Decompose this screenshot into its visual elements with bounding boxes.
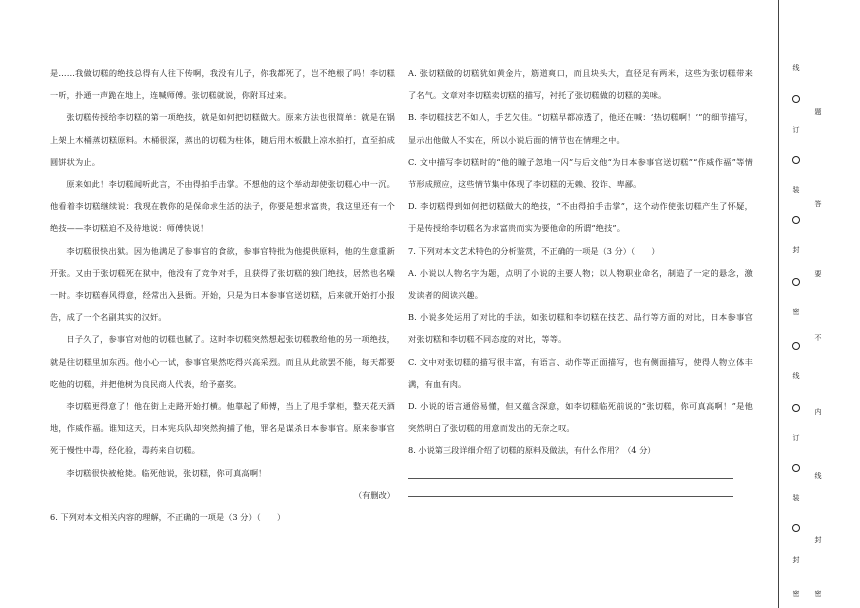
binding-label: 密 xyxy=(814,590,822,598)
binding-label: 内 xyxy=(814,408,822,416)
binding-label: 封 xyxy=(814,536,822,544)
passage-paragraph-2: 张切糕传授给李切糕的第一项绝技，就是如何把切糕做大。原来方法也很简单：就是在锅上架上木桶蒸切糕原料。木桶很深，蒸出的切糕为柱体，随后用木板戳上凉水拍打，直至拍成圆饼状为止。 xyxy=(50,112,395,167)
binding-label: 线 xyxy=(792,372,800,380)
binding-label: 线 xyxy=(792,64,800,72)
passage-paragraph-3: 原来如此！李切糕闻听此言，不由得拍手击掌。不想他的这个举动却使张切糕心中一沉。他看着李切糕继续说：我现在教你的是保命求生活的法子，你要是想求富贵，我这里还有一个绝技——李切糕迫不及待地说：师傅快说！ xyxy=(50,179,395,234)
passage-paragraph-5: 日子久了，参事官对他的切糕也腻了。这时李切糕突然想起张切糕教给他的另一项绝技，就是往切糕里加东西。他小心一试，参事官果然吃得兴高采烈。而且从此欲罢不能，每天都要吃他的切糕，并把他树为良民商人代表，给予嘉奖。 xyxy=(50,334,395,389)
q7-option-d: D. 小说的语言通俗易懂，但又蕴含深意，如李切糕临死前说的“张切糕，你可真高啊！”是他突然明白了张切糕的用意而发出的无奈之叹。 xyxy=(408,401,753,434)
question-8: 8. 小说第三段详细介绍了切糕的原料及做法，有什么作用？（4 分） xyxy=(408,445,656,456)
q6-option-c: C. 文中描写李切糕时的“他的瞳子忽地一闪”与后文他“为日本参事官送切糕”“作威作福”等情节形成照应，这些情节集中体现了李切糕的无赖、狡诈、卑鄙。 xyxy=(408,156,753,190)
passage-paragraph-6: 李切糕更得意了！他在街上走路开始打横。他靠起了师傅，当上了甩手掌柜，整天花天酒地，作威作福。谁知这天，日本宪兵队却突然拘捕了他，罪名是谋杀日本参事官。原来参事官死于慢性中毒，经化验，毒药来自切糕。 xyxy=(50,401,395,456)
binding-outer-column xyxy=(792,0,816,608)
passage-paragraph-7: 李切糕很快被枪毙。临死他说，张切糕，你可真高啊！ xyxy=(66,467,267,478)
binding-inner-column xyxy=(814,0,838,608)
binding-label: 装 xyxy=(792,186,800,194)
binding-label: 答 xyxy=(814,200,822,208)
q6-option-b: B. 李切糕技艺不如人，手艺欠佳。“切糕早都凉透了，他还在喊：‘热切糕啊！’”的细节描写，显示出他做人不实在，所以小说后面的情节也在情理之中。 xyxy=(408,112,753,145)
source-note: （有删改） xyxy=(354,489,395,500)
right-column xyxy=(408,62,753,497)
binding-circle xyxy=(792,464,800,472)
binding-label: 要 xyxy=(814,270,822,278)
binding-label: 线 xyxy=(814,472,822,480)
binding-label: 装 xyxy=(792,494,800,502)
passage-paragraph-1: 是……我做切糕的绝技总得有人往下传啊，我没有儿子，你我都死了，岂不绝根了吗！李切糕一听，扑通一声跪在地上，连喊师傅。张切糕就说，你附耳过来。 xyxy=(50,68,395,101)
binding-label: 订 xyxy=(792,434,800,442)
q7-option-b: B. 小说多处运用了对比的手法，如张切糕和李切糕在技艺、品行等方面的对比，日本参事官对张切糕和李切糕不同态度的对比，等等。 xyxy=(408,312,753,345)
binding-circle xyxy=(792,342,800,350)
binding-circle xyxy=(792,95,800,103)
binding-label: 题 xyxy=(814,108,822,116)
binding-label: 密 xyxy=(792,308,800,316)
binding-label: 封 xyxy=(792,246,800,254)
binding-circle xyxy=(792,524,800,532)
binding-divider xyxy=(778,0,779,608)
answer-line[interactable] xyxy=(408,482,733,497)
q7-option-a: A. 小说以人物名字为题，点明了小说的主要人物；以人物职业命名，制造了一定的悬念，激发读者的阅读兴趣。 xyxy=(408,267,753,301)
passage-paragraph-4: 李切糕很快出狱。因为他满足了参事官的食欲，参事官特批为他提供原料，他的生意重新开张。又由于张切糕死在狱中，他没有了竞争对手，且获得了张切糕的独门绝技，居然也名噪一时。李切糕春风得意，经常出入县衙。开始，只是为日本参事官送切糕，后来就开始打小报告，成了一个名副其实的汉奸。 xyxy=(50,245,395,323)
binding-label: 密 xyxy=(792,590,800,598)
binding-label: 订 xyxy=(792,126,800,134)
binding-circle xyxy=(792,404,800,412)
q7-option-c: C. 文中对张切糕的描写很丰富，有语言、动作等正面描写，也有侧面描写，使得人物立体丰满，有血有肉。 xyxy=(408,356,753,389)
question-6: 6. 下列对本文相关内容的理解，不正确的一项是（3 分）（ ） xyxy=(50,512,286,523)
binding-circle xyxy=(792,278,800,286)
binding-label: 封 xyxy=(792,556,800,564)
binding-label: 不 xyxy=(814,334,822,342)
binding-circle xyxy=(792,216,800,224)
answer-line[interactable] xyxy=(408,464,733,479)
question-7: 7. 下列对本文艺术特色的分析鉴赏，不正确的一项是（3 分）（ ） xyxy=(408,245,660,256)
q6-option-d: D. 李切糕得到如何把切糕做大的绝技，“不由得拍手击掌”，这个动作使张切糕产生了怀疑，于是传授给李切糕名为求富贵而实为要他命的所谓“绝技”。 xyxy=(408,201,753,234)
q6-option-a: A. 张切糕做的切糕犹如黄金片，筋道爽口，而且块头大，直径足有两米，这些为张切糕带来了名气。文章对李切糕卖切糕的描写，衬托了张切糕做的切糕的美味。 xyxy=(408,68,753,101)
binding-circle xyxy=(792,156,800,164)
left-column xyxy=(50,62,395,528)
